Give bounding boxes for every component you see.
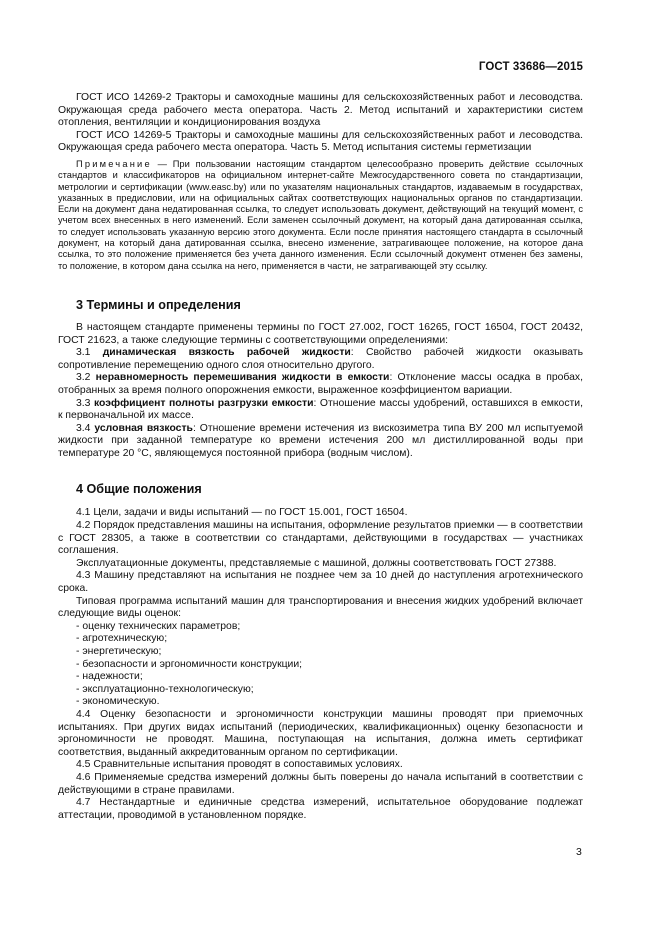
- paragraph: Эксплуатационные документы, представляемые с машиной, должны соответствовать ГОСТ 27388.: [76, 557, 557, 569]
- section-3-intro: В настоящем стандарте применены термины по ГОСТ 27.002, ГОСТ 16265, ГОСТ 16504, ГОСТ 20432, ГОСТ 21623, а также следующие термины с соответствующими определениями:: [58, 321, 583, 346]
- list-item: - эксплуатационно-технологическую;: [76, 683, 254, 695]
- page-body: [58, 92, 583, 822]
- paragraph: 4.6 Применяемые средства измерений должны быть поверены до начала испытаний в соответствии с действующими в стране правилами.: [58, 771, 583, 796]
- term-definition: [58, 347, 583, 372]
- term-number: 3.3: [76, 397, 94, 409]
- paragraph: 4.3 Машину представляют на испытания не позднее чем за 10 дней до наступления агротехнического срока.: [58, 570, 583, 595]
- list-item: - безопасности и эргономичности конструкции;: [76, 658, 303, 670]
- term-text: : Отклонение массы осадка в пробах, отобранных за время полного опорожнения емкости, выраженное коэффициентом вариации.: [58, 372, 583, 396]
- list-item: - агротехническую;: [76, 633, 168, 645]
- term-name: коэффициент полноты разгрузки емкости: [93, 397, 314, 409]
- term-number: 3.1: [76, 347, 103, 359]
- note-label: Примечание: [76, 158, 152, 169]
- term-definition: [58, 372, 583, 397]
- term-name: неравномерность перемешивания жидкости в емкости: [95, 372, 390, 384]
- normative-reference: ГОСТ ИСО 14269-5 Тракторы и самоходные машины для сельскохозяйственных работ и лесоводства. Окружающая среда рабочего места оператора. Часть 5. Метод испытания системы герметизации: [58, 129, 583, 154]
- term-number: 3.4: [76, 422, 95, 434]
- normative-reference: ГОСТ ИСО 14269-2 Тракторы и самоходные машины для сельскохозяйственных работ и лесоводства. Окружающая среда рабочего места оператора. Часть 2. Метод испытаний и характеристики систем отопления, вентиляции и кондиционирования воздуха: [58, 92, 583, 129]
- term-definition: [58, 423, 583, 461]
- paragraph: 4.5 Сравнительные испытания проводят в сопоставимых условиях.: [76, 759, 403, 771]
- list-item: - экономическую.: [76, 696, 160, 708]
- section-4-heading: 4 Общие положения: [76, 482, 202, 497]
- term-number: 3.2: [76, 372, 96, 384]
- term-text: : Отношение массы удобрений, оставшихся в емкости, к первоначальной их массе.: [58, 397, 583, 422]
- list-item: - оценку технических параметров;: [76, 620, 241, 632]
- page-number: 3: [576, 846, 582, 858]
- paragraph: 4.1 Цели, задачи и виды испытаний — по ГОСТ 15.001, ГОСТ 16504.: [76, 507, 408, 519]
- term-text: : Свойство рабочей жидкости оказывать сопротивление перемещению одного слоя относительно другого.: [58, 347, 583, 371]
- document-code: ГОСТ 33686—2015: [478, 61, 583, 73]
- paragraph: 4.2 Порядок представления машины на испытания, оформление результатов приемки — в соответствии с ГОСТ 28305, а также в соответствии со стандартами, действующими в государствах — участниках соглашения.: [58, 520, 583, 557]
- paragraph: Типовая программа испытаний машин для транспортирования и внесения жидких удобрений включает следующие виды оценок:: [58, 595, 583, 620]
- paragraph: 4.7 Нестандартные и единичные средства измерений, испытательное оборудование подлежат аттестации, проводимой в установленном порядке.: [58, 797, 583, 821]
- term-name: динамическая вязкость рабочей жидкости: [102, 347, 351, 359]
- list-item: - надежности;: [76, 671, 143, 683]
- term-definition: [58, 398, 583, 423]
- note-text: — При пользовании настоящим стандартом целесообразно проверить действие ссылочных стандартов и классификаторов на официальном интернет-сайте Межгосударственного совета по стандартизации, метрологии и сертификации (www.easc.by) или по указателям национальных стандартов, издаваемым в государствах, указанных в предисловии, или на официальных сайтах соответствующих национальных органов по стандартизации. Если на документ дана недатированная ссылка, то следует использовать документ, действующий на текущий момент, с учетом всех внесенных в него изменений. Если заменен ссылочный документ, на который дана датированная ссылка, то следует использовать указанную версию этого документа. Если после принятия настоящего стандарта в ссылочный документ, на который дана датированная ссылка, внесено изменение, затрагивающее положение, на которое дана ссылка, то это положение применяется без учета данного изменения. Если ссылочный документ отменен без замены, то положение, в котором дана ссылка на него, применяется в части, не затрагивающей эту ссылку.: [58, 158, 583, 271]
- term-name: условная вязкость: [94, 422, 193, 434]
- note-paragraph: [58, 159, 583, 272]
- list-item: - энергетическую;: [76, 646, 162, 657]
- term-text: : Отношение времени истечения из вискозиметра типа ВУ 200 мл испытуемой жидкости при заданной температуре ко времени истечения 200 мл дистиллированной воды при температуре 20 °С, являющемуся постоянной прибора (водным числом).: [58, 422, 583, 459]
- section-3-heading: 3 Термины и определения: [76, 297, 241, 312]
- paragraph: 4.4 Оценку безопасности и эргономичности конструкции машины проводят при приемочных испытаниях. При других видах испытаний (периодических, квалификационных) оценку безопасности и эргономичности не проводят. Машина, поступающая на испытания, должна иметь сертификат соответствия, выданный аккредитованным органом по сертификации.: [58, 708, 583, 758]
